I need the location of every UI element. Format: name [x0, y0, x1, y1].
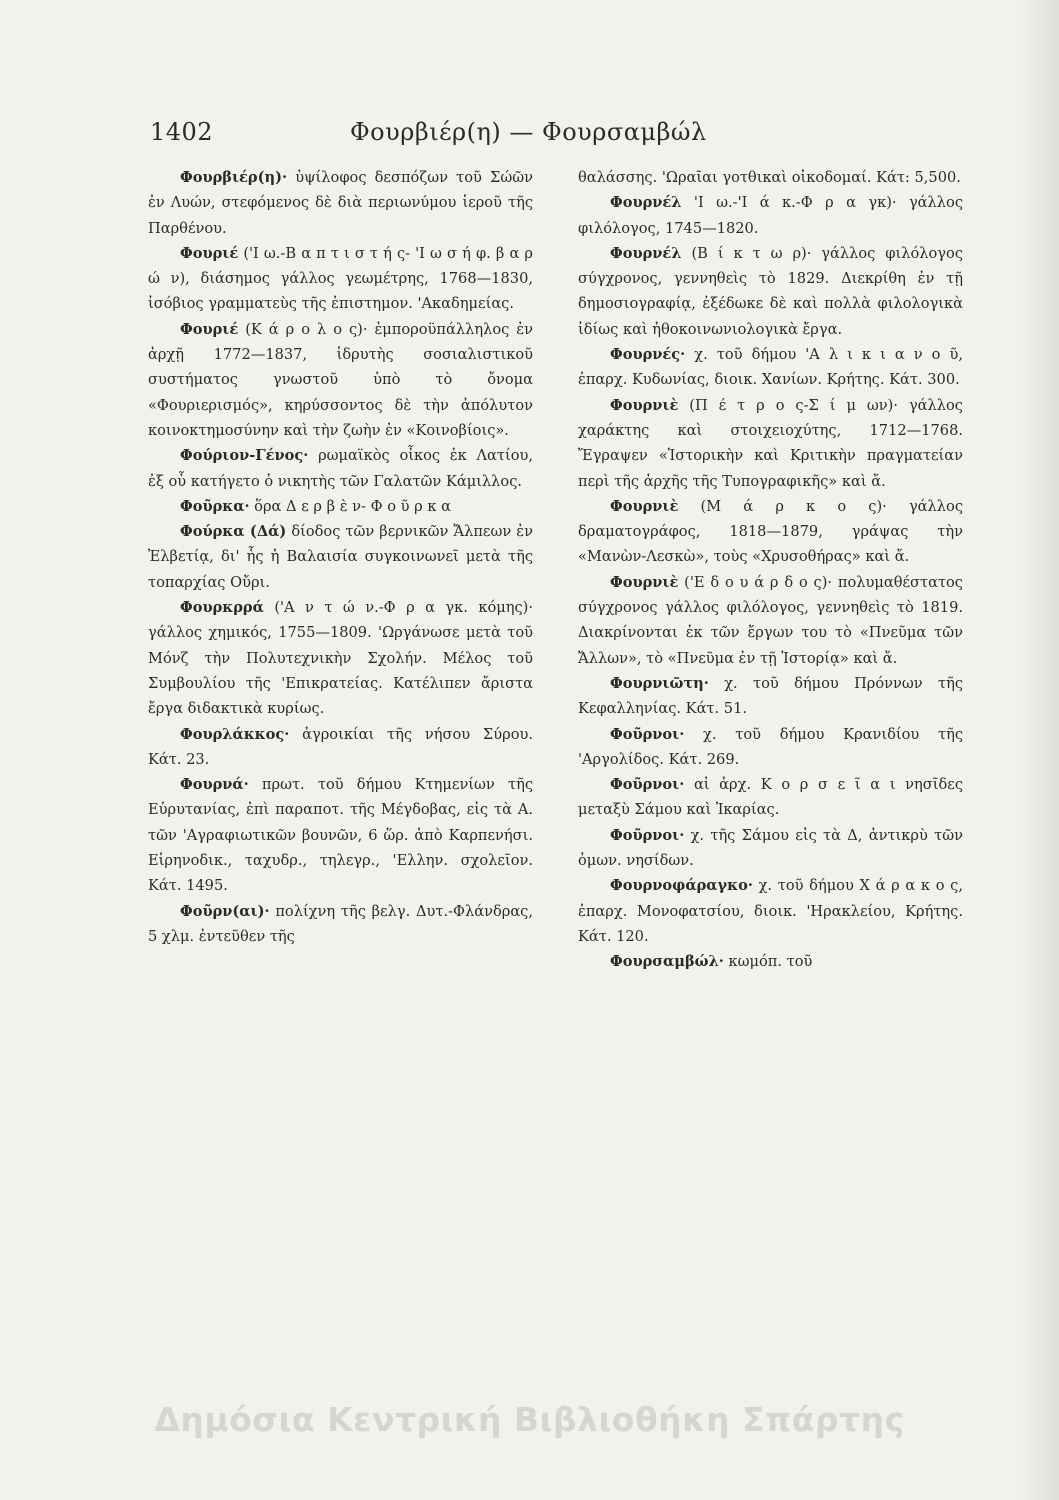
entry-headword: Φουρνέλ [610, 194, 682, 212]
entry-headword: Φουρνιὲ [610, 497, 679, 515]
entry-headword: Φοῦρνοι· [610, 725, 685, 743]
entry-text: χ. τῆς Σάμου εἰς τὰ Δ, ἀντικρὺ τῶν ὁμων. νησίδων. [578, 826, 963, 870]
entry-continuation [578, 165, 963, 190]
entry-text: ('Ε δ ο υ ά ρ δ ο ς)· πολυμαθέστατος σύγχρονος γάλλος φιλόλογος, γεννηθεὶς τὸ 1819. Διακρίνονται ἐκ τῶν ἔργων του τὸ «Πνεῦμα τῶν Ἄλλων», τὸ «Πνεῦμα ἐν τῇ Ἱστορίᾳ» καὶ ἄ. [578, 573, 963, 667]
entry [148, 722, 533, 773]
entry [148, 494, 533, 519]
entry-headword: Φοῦρνοι· [610, 776, 685, 794]
entry [578, 494, 963, 570]
entry-headword: Φουρνά· [180, 776, 249, 794]
entry [578, 671, 963, 722]
entry-text: (Μ ά ρ κ ο ς)· γάλλος δραματογράφος, 1818—1879, γράψας τὴν «Μανὼν-Λεσκὼ», τοὺς «Χρυσοθήρας» καὶ ἄ. [578, 497, 963, 566]
entry-text: χ. τοῦ δήμου Χ ά ρ α κ ο ς, ἐπαρχ. Μονοφατσίου, διοικ. 'Ηρακλείου, Κρήτης. Κάτ. 120. [578, 877, 963, 945]
running-title: Φουρβιέρ(η) — Φουρσαμβώλ [350, 118, 707, 146]
entry [578, 190, 963, 241]
entry [578, 241, 963, 342]
entry-headword: Φουρνιῶτη· [610, 674, 709, 692]
entry-headword: Φοῦρν(αι)· [180, 902, 270, 920]
entry [578, 342, 963, 393]
entry-headword: Φουρβιέρ(η)· [180, 169, 288, 186]
entry-headword: Φουρκρρά [180, 599, 264, 617]
entry-text: χ. τοῦ δήμου Κρανιδίου τῆς 'Αργολίδος. Κάτ. 269. [578, 725, 963, 768]
entry-headword: Φούρκα (Δά) [180, 523, 287, 541]
entry [148, 519, 533, 595]
entry [148, 595, 533, 721]
entry [578, 873, 963, 949]
entry-text: (Κ ά ρ ο λ ο ς)· ἐμποροϋπάλληλος ἐν ἀρχῇ 1772—1837, ἱδρυτὴς σοσιαλιστικοῦ συστήματος γνωστοῦ ὑπὸ τὸ ὄνομα «Φουριερισμός», κηρύσσοντος δὲ τὴν ἀπόλυτον κοινοκτημοσύνην καὶ τὴν ζωὴν ἐν «Κοινοβίοις». [148, 320, 533, 439]
entry [148, 165, 533, 241]
entry-headword: Φουρσαμβώλ· [610, 953, 724, 971]
entry-text: (Π έ τ ρ ο ς-Σ ί μ ων)· γάλλος χαράκτης καὶ στοιχειοχύτης, 1712—1768. Ἔγραψεν «Ἱστορικὴν καὶ Κριτικὴν πραγματείαν περὶ τῆς ἀρχῆς τῆς Τυπογραφικῆς» καὶ ἄ. [578, 396, 963, 490]
entry-headword: Φουρνιὲ [610, 573, 679, 591]
entry-text: ἀγροικίαι τῆς νήσου Σύρου. Κάτ. 23. [148, 725, 533, 768]
entry-text: δίοδος τῶν βερνικῶν Ἄλπεων ἐν Ἑλβετίᾳ, δι' ἧς ἡ Βαλαισία συγκοινωνεῖ μετὰ τῆς τοπαρχίας Οὔρι. [148, 523, 534, 591]
entry-headword: Φουρνιὲ [610, 396, 679, 414]
page-number: 1402 [150, 118, 214, 146]
entry-text: χ. τοῦ δήμου 'Α λ ι κ ι α ν ο ῦ, ἐπαρχ. Κυδωνίας, διοικ. Χανίων. Κρήτης. Κάτ. 300. [578, 346, 963, 389]
entry [578, 570, 963, 671]
page-header [150, 118, 970, 152]
entry-headword: Φουρνέλ [610, 244, 682, 262]
entry [578, 393, 963, 494]
entry-text: αἱ ἀρχ. Κ ο ρ σ ε ῖ α ι νησῖδες μεταξὺ Σάμου καὶ Ἰκαρίας. [578, 776, 963, 819]
entry-text: θαλάσσης. 'Ωραῖαι γοτθικαὶ οἰκοδομαί. Κάτ: 5,500. [578, 169, 961, 186]
entry-headword: Φουρνές· [610, 346, 686, 364]
entry [148, 241, 533, 317]
entry-headword: Φουρλάκκος· [180, 725, 290, 743]
entry-text: ὑψίλοφος δεσπόζων τοῦ Σώῶν ἐν Λυών, στεφόμενος δὲ διὰ περιωνύμου ἱεροῦ τῆς Παρθένου. [148, 169, 533, 237]
entry-text: (Β ί κ τ ω ρ)· γάλλος φιλόλογος σύγχρονος, γεννηθεὶς τὸ 1829. Διεκρίθη ἐν τῇ δημοσιογραφίᾳ, ἐξέδωκε δὲ καὶ πολλὰ φιλολογικὰ ἰδίως καὶ ἠθοκοινωνιολογικὰ ἔργα. [578, 244, 963, 338]
entry [578, 772, 963, 823]
entry [578, 949, 963, 974]
entry-text: ('Α ν τ ώ ν.-Φ ρ α γκ. κόμης)· γάλλος χημικός, 1755—1809. 'Ωργάνωσε μετὰ τοῦ Μόνζ τὴν Πολυτεχνικὴν Σχολήν. Μέλος τοῦ Συμβουλίου τῆς 'Επικρατείας. Κατέλιπεν ἄριστα ἔργα διδακτικὰ κυρίως. [148, 599, 533, 718]
entry-text: ('Ι ω.-Β α π τ ι σ τ ή ς- 'Ι ω σ ή φ. β α ρ ώ ν), διάσημος γάλλος γεωμέτρης, 1768—1830, ἰσόβιος γραμματεὺς τῆς ἐπιστημον. 'Ακαδημείας. [148, 244, 533, 313]
entry-text: πρωτ. τοῦ δήμου Κτημενίων τῆς Εὐρυτανίας, ἐπὶ παραποτ. τῆς Μέγδοβας, εἰς τὰ Α. τῶν 'Αγραφιωτικῶν βουνῶν, 6 ὥρ. ἀπὸ Καρπενήσι. Εἰρηνοδικ., ταχυδρ., τηλεγρ., 'Ελλην. σχολεῖον. Κάτ. 1495. [148, 776, 533, 895]
library-watermark: Δημόσια Κεντρική Βιβλιοθήκη Σπάρτης [154, 1400, 905, 1439]
entry [148, 772, 533, 898]
entry-headword: Φοῦρνοι· [610, 826, 685, 844]
scan-edge-shadow [1019, 0, 1059, 1500]
entry-text: ὅρα Δ ε ρ β ὲ ν- Φ ο ῦ ρ κ α [249, 497, 451, 515]
entry-headword: Φοῦρκα· [180, 497, 250, 515]
entry [578, 823, 963, 874]
entry [148, 317, 533, 443]
entry-text: ρωμαϊκὸς οἶκος ἐκ Λατίου, ἐξ οὗ κατήγετο ὁ νικητὴς τῶν Γαλατῶν Κάμιλλος. [148, 447, 533, 490]
entry-headword: Φουρνοφάραγκο· [610, 877, 753, 895]
entry-text: κωμόπ. τοῦ [723, 953, 813, 971]
entry-text: πολίχνη τῆς βελγ. Δυτ.-Φλάνδρας, 5 χλμ. ἐντεῦθεν τῆς [148, 902, 533, 945]
entry-headword: Φουριέ [180, 244, 239, 262]
entry [578, 722, 963, 773]
entry [148, 899, 533, 950]
left-column [148, 165, 533, 949]
entry-headword: Φουριέ [180, 320, 239, 338]
entry-headword: Φούριον-Γένος· [180, 447, 309, 465]
right-column [578, 165, 963, 975]
entry-text: χ. τοῦ δήμου Πρόννων τῆς Κεφαλληνίας. Κάτ. 51. [578, 674, 963, 718]
entry [148, 443, 533, 494]
entry-text: 'Ι ω.-'Ι ά κ.-Φ ρ α γκ)· γάλλος φιλόλογος, 1745—1820. [578, 194, 963, 237]
